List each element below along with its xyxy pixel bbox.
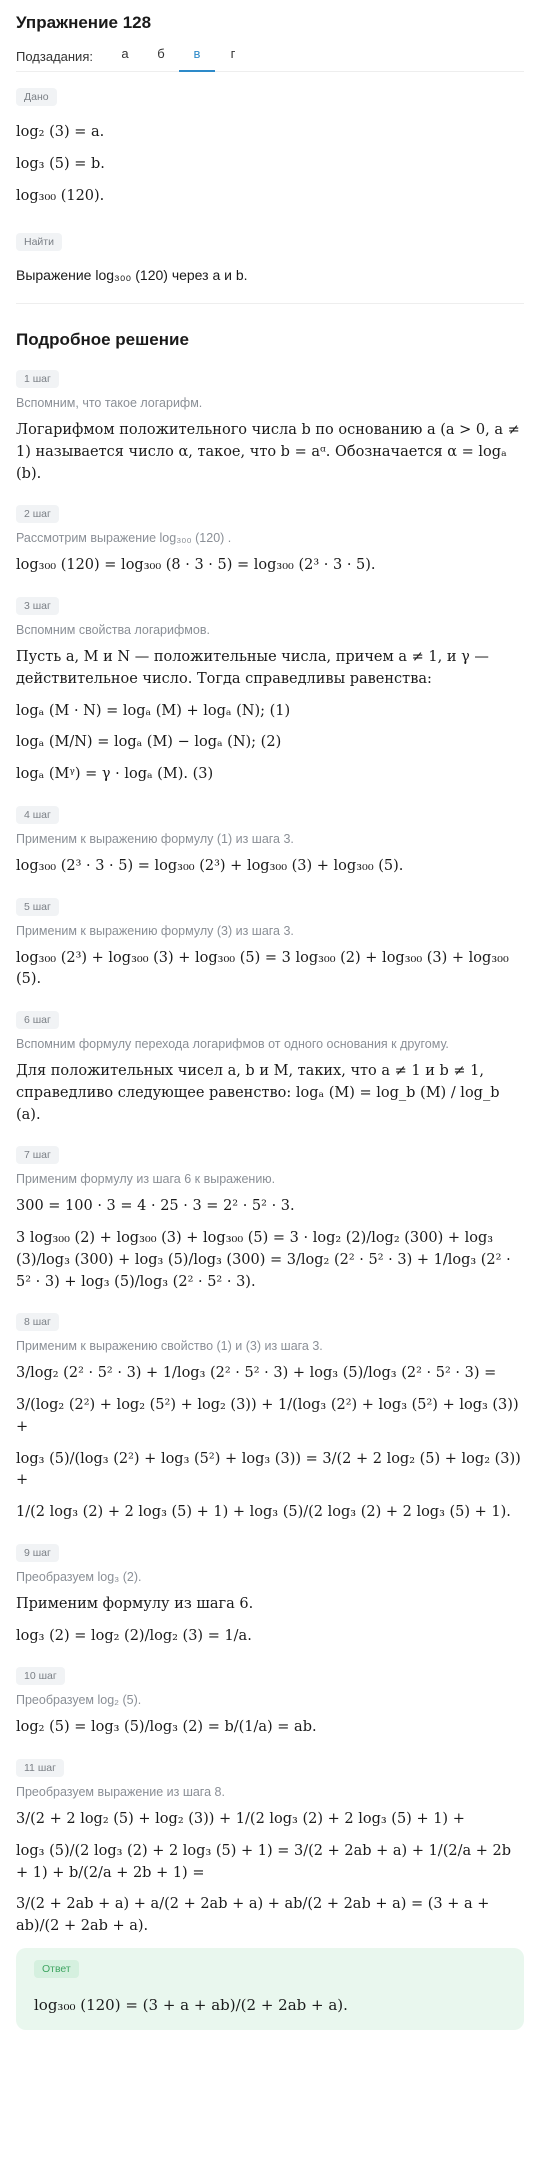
step-line: logₐ (M/N) = logₐ (M) − logₐ (N); (2)	[16, 734, 282, 751]
step-badge: 6 шаг	[16, 1011, 59, 1029]
step-note: Вспомним, что такое логарифм.	[16, 396, 203, 411]
step-line: log₃₀₀ (2³ · 3 · 5) = log₃₀₀ (2³) + log₃₀₀ (3) + log₃₀₀ (5).	[16, 857, 404, 874]
step-badge: 11 шаг	[16, 1759, 64, 1777]
solution-step	[16, 1307, 524, 1524]
step-line: log₂ (5) = log₃ (5)/log₃ (2) = b/(1/a) = ab.	[16, 1719, 317, 1736]
step-line: Пусть a, M и N — положительные числа, причем a ≠ 1, и γ — действительное число. Тогда справедливы равенства:	[16, 649, 489, 687]
step-note: Преобразуем log₂ (5).	[16, 1693, 142, 1708]
step-line: 3 log₃₀₀ (2) + log₃₀₀ (3) + log₃₀₀ (5) = 3 · log₂ (2)/log₂ (300) + log₃ (3)/log₃ (300) + log₃ (5)/log₃ (300) = 3/log₂ (2² · 5² · 3) + 1/log₃ (2² · 5² · 3) + log₃ (5)/log₃ (2² · 5² · 3).	[16, 1230, 511, 1290]
tab-b[interactable]: б	[157, 45, 165, 61]
step-badge: 8 шаг	[16, 1313, 59, 1331]
given-line: log₂ (3) = a.	[16, 124, 105, 140]
step-note: Преобразуем log₃ (2).	[16, 1569, 142, 1584]
solution-step	[16, 1140, 524, 1293]
step-note: Применим к выражению формулу (1) из шага 3.	[16, 831, 294, 846]
tab-a[interactable]: а	[121, 45, 129, 61]
step-line: 300 = 100 · 3 = 4 · 25 · 3 = 2² · 5² · 3.	[16, 1198, 295, 1215]
given-line: log₃₀₀ (120).	[16, 187, 105, 204]
step-badge: 4 шаг	[16, 806, 59, 824]
step-note: Рассмотрим выражение log₃₀₀ (120) .	[16, 531, 232, 546]
step-line: log₃₀₀ (120) = log₃₀₀ (8 · 3 · 5) = log₃₀₀ (2³ · 3 · 5).	[16, 557, 376, 574]
page-title: Упражнение 128	[16, 13, 152, 32]
step-note: Вспомним свойства логарифмов.	[16, 623, 210, 638]
find-section	[16, 217, 524, 289]
step-badge: 3 шаг	[16, 597, 59, 615]
step-line: Применим формулу из шага 6.	[16, 1595, 254, 1612]
solution-step	[16, 1005, 524, 1126]
answer-formula: log₃₀₀ (120) = (3 + a + ab)/(2 + 2ab + a).	[34, 1995, 348, 2014]
given-line: log₃ (5) = b.	[16, 155, 105, 172]
step-line: Логарифмом положительного числа b по основанию a (a > 0, a ≠ 1) называется число α, такое, что b = aᵅ. Обозначается α = logₐ (b).	[16, 422, 520, 482]
subtask-tabs	[16, 42, 524, 72]
solution-step	[16, 1538, 524, 1648]
find-badge: Найти	[16, 233, 62, 251]
step-line: 3/log₂ (2² · 5² · 3) + 1/log₃ (2² · 5² · 3) + log₃ (5)/log₃ (2² · 5² · 3) =	[16, 1365, 497, 1382]
step-line: 3/(log₂ (2²) + log₂ (5²) + log₂ (3)) + 1/(log₃ (2²) + log₃ (5²) + log₃ (3)) +	[16, 1397, 519, 1435]
solution-title: Подробное решение	[16, 330, 189, 350]
solution-step	[16, 1661, 524, 1739]
answer-box	[16, 1948, 524, 2030]
step-note: Применим к выражению свойство (1) и (3) из шага 3.	[16, 1339, 323, 1354]
divider	[16, 303, 524, 304]
tab-g[interactable]: г	[230, 45, 236, 61]
step-line: log₃ (2) = log₂ (2)/log₂ (3) = 1/a.	[16, 1627, 252, 1644]
step-line: logₐ (M · N) = logₐ (M) + logₐ (N); (1)	[16, 702, 291, 719]
solution-step	[16, 364, 524, 485]
step-line: log₃ (5)/(2 log₃ (2) + 2 log₃ (5) + 1) = 3/(2 + 2ab + a) + 1/(2/a + 2b + 1) + b/(2/a + 2b + 1) =	[16, 1842, 511, 1881]
subtasks-label: Подзадания:	[16, 49, 93, 64]
step-note: Преобразуем выражение из шага 8.	[16, 1785, 225, 1800]
solution-step	[16, 499, 524, 577]
find-text: Выражение log₃₀₀ (120) через a и b.	[16, 267, 248, 284]
solution-step	[16, 892, 524, 992]
step-badge: 5 шаг	[16, 898, 59, 916]
solution-step	[16, 591, 524, 786]
answer-badge: Ответ	[34, 1960, 79, 1978]
solution-step	[16, 1753, 524, 1938]
tab-v[interactable]: в	[179, 42, 215, 72]
step-badge: 7 шаг	[16, 1146, 59, 1164]
given-section	[16, 72, 524, 207]
step-badge: 9 шаг	[16, 1544, 59, 1562]
step-line: log₃ (5)/(log₃ (2²) + log₃ (5²) + log₃ (3)) = 3/(2 + 2 log₂ (5) + log₂ (3)) +	[16, 1450, 521, 1489]
step-note: Применим формулу из шага 6 к выражению.	[16, 1172, 276, 1187]
step-line: log₃₀₀ (2³) + log₃₀₀ (3) + log₃₀₀ (5) = 3 log₃₀₀ (2) + log₃₀₀ (3) + log₃₀₀ (5).	[16, 949, 509, 988]
step-badge: 2 шаг	[16, 505, 59, 523]
step-badge: 10 шаг	[16, 1667, 65, 1685]
step-line: 3/(2 + 2ab + a) + a/(2 + 2ab + a) + ab/(2 + 2ab + a) = (3 + a + ab)/(2 + 2ab + a).	[16, 1896, 490, 1935]
step-line: logₐ (Mᵞ) = γ · logₐ (M). (3)	[16, 766, 214, 783]
given-badge: Дано	[16, 88, 57, 106]
solution-steps	[16, 364, 524, 1938]
step-note: Вспомним формулу перехода логарифмов от одного основания к другому.	[16, 1037, 449, 1052]
step-note: Применим к выражению формулу (3) из шага 3.	[16, 923, 294, 938]
step-line: 1/(2 log₃ (2) + 2 log₃ (5) + 1) + log₃ (5)/(2 log₃ (2) + 2 log₃ (5) + 1).	[16, 1504, 511, 1521]
solution-step	[16, 800, 524, 878]
step-line: Для положительных чисел a, b и M, таких, что a ≠ 1 и b ≠ 1, справедливо следующее равенство: logₐ (M) = log_b (M) / log_b (a).	[16, 1063, 500, 1123]
step-badge: 1 шаг	[16, 370, 59, 388]
step-line: 3/(2 + 2 log₂ (5) + log₂ (3)) + 1/(2 log₃ (2) + 2 log₃ (5) + 1) +	[16, 1811, 465, 1828]
